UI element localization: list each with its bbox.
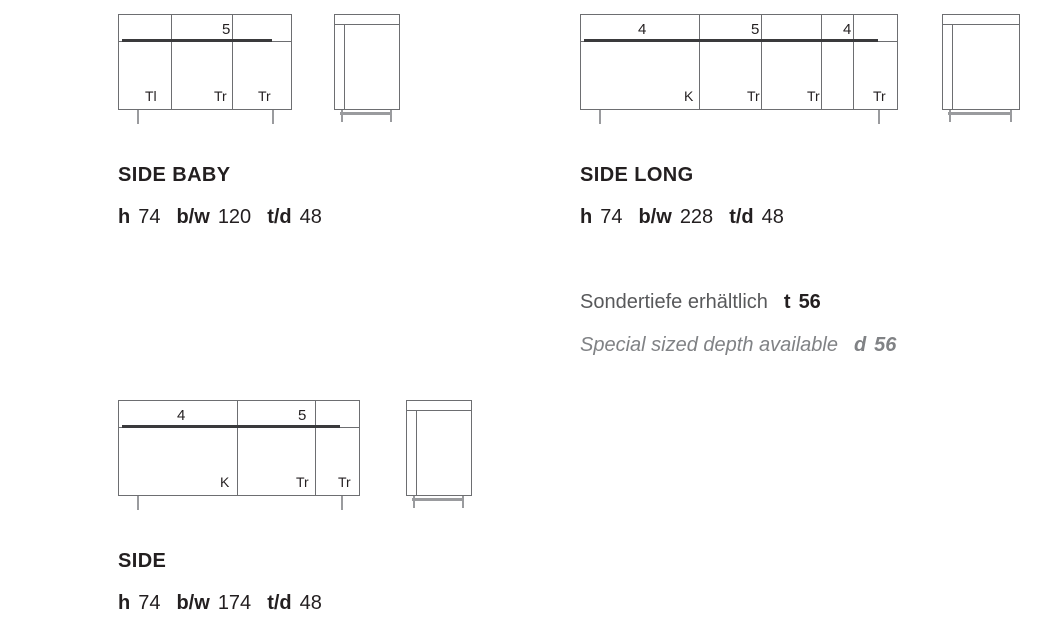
side-long-front-view bbox=[580, 14, 898, 110]
compartment-number-5: 5 bbox=[298, 407, 307, 424]
divider-2 bbox=[315, 401, 316, 495]
handle-bar bbox=[584, 39, 878, 42]
compartment-number-4: 4 bbox=[177, 407, 186, 424]
width-value: 228 bbox=[679, 206, 714, 228]
compartment-label-k: K bbox=[684, 88, 694, 104]
depth-value: 48 bbox=[299, 592, 322, 614]
height-value: 74 bbox=[138, 592, 161, 614]
side-long-dimensions bbox=[580, 206, 784, 229]
side-front-edge bbox=[952, 24, 953, 109]
divider-1 bbox=[699, 15, 700, 109]
compartment-number-4b: 4 bbox=[843, 21, 852, 38]
product-side bbox=[0, 386, 520, 640]
side-baby-title: SIDE BABY bbox=[118, 164, 231, 186]
note-en-value: 56 bbox=[874, 334, 897, 356]
width-label: b/w bbox=[176, 206, 210, 228]
compartment-label-tr-2: Tr bbox=[338, 474, 351, 490]
compartment-label-tr-1: Tr bbox=[214, 88, 227, 104]
compartment-number-5: 5 bbox=[751, 21, 760, 38]
side-long-title: SIDE LONG bbox=[580, 164, 694, 186]
divider-2 bbox=[761, 15, 762, 109]
width-value: 120 bbox=[217, 206, 252, 228]
depth-value: 48 bbox=[761, 206, 784, 228]
compartment-label-tr-1: Tr bbox=[296, 474, 309, 490]
depth-label: t/d bbox=[729, 206, 754, 228]
side-leg-right bbox=[462, 496, 464, 508]
side-title: SIDE bbox=[118, 550, 167, 572]
compartment-label-k: K bbox=[220, 474, 230, 490]
compartment-label-tr-2: Tr bbox=[258, 88, 271, 104]
note-de-value: 56 bbox=[798, 291, 821, 313]
divider-3 bbox=[821, 15, 822, 109]
height-label: h bbox=[118, 206, 131, 228]
height-label: h bbox=[580, 206, 593, 228]
compartment-label-tr-1: Tr bbox=[747, 88, 760, 104]
leg-right bbox=[341, 496, 343, 510]
depth-label: t/d bbox=[267, 592, 292, 614]
side-dimensions bbox=[118, 592, 322, 615]
depth-label: t/d bbox=[267, 206, 292, 228]
divider-1 bbox=[237, 401, 238, 495]
note-special-depth-en bbox=[580, 334, 896, 357]
width-label: b/w bbox=[638, 206, 672, 228]
compartment-label-tl: Tl bbox=[145, 88, 157, 104]
side-leg-left bbox=[949, 110, 951, 122]
leg-left bbox=[137, 496, 139, 510]
side-long-side-view bbox=[942, 14, 1020, 110]
divider-4 bbox=[853, 15, 854, 109]
side-leg-left bbox=[413, 496, 415, 508]
note-en-text: Special sized depth available bbox=[580, 334, 838, 356]
note-special-depth-de bbox=[580, 291, 821, 314]
compartment-label-tr-2: Tr bbox=[807, 88, 820, 104]
width-label: b/w bbox=[176, 592, 210, 614]
side-front-view bbox=[118, 400, 360, 496]
side-leg-right bbox=[1010, 110, 1012, 122]
width-value: 174 bbox=[217, 592, 252, 614]
leg-left bbox=[599, 110, 601, 124]
height-value: 74 bbox=[600, 206, 623, 228]
side-front-edge bbox=[416, 410, 417, 495]
note-en-label: d bbox=[853, 334, 867, 356]
note-de-text: Sondertiefe erhältlich bbox=[580, 291, 768, 313]
compartment-label-tr-3: Tr bbox=[873, 88, 886, 104]
side-top-edge bbox=[943, 24, 1019, 25]
side-base-rail bbox=[948, 112, 1012, 115]
note-de-label: t bbox=[783, 291, 791, 313]
depth-value: 48 bbox=[299, 206, 322, 228]
side-side-view bbox=[406, 400, 472, 496]
compartment-number-4a: 4 bbox=[638, 21, 647, 38]
height-value: 74 bbox=[138, 206, 161, 228]
leg-right bbox=[878, 110, 880, 124]
handle-bar bbox=[122, 425, 340, 428]
height-label: h bbox=[118, 592, 131, 614]
side-base-rail bbox=[412, 498, 464, 501]
compartment-number-5: 5 bbox=[222, 21, 231, 38]
